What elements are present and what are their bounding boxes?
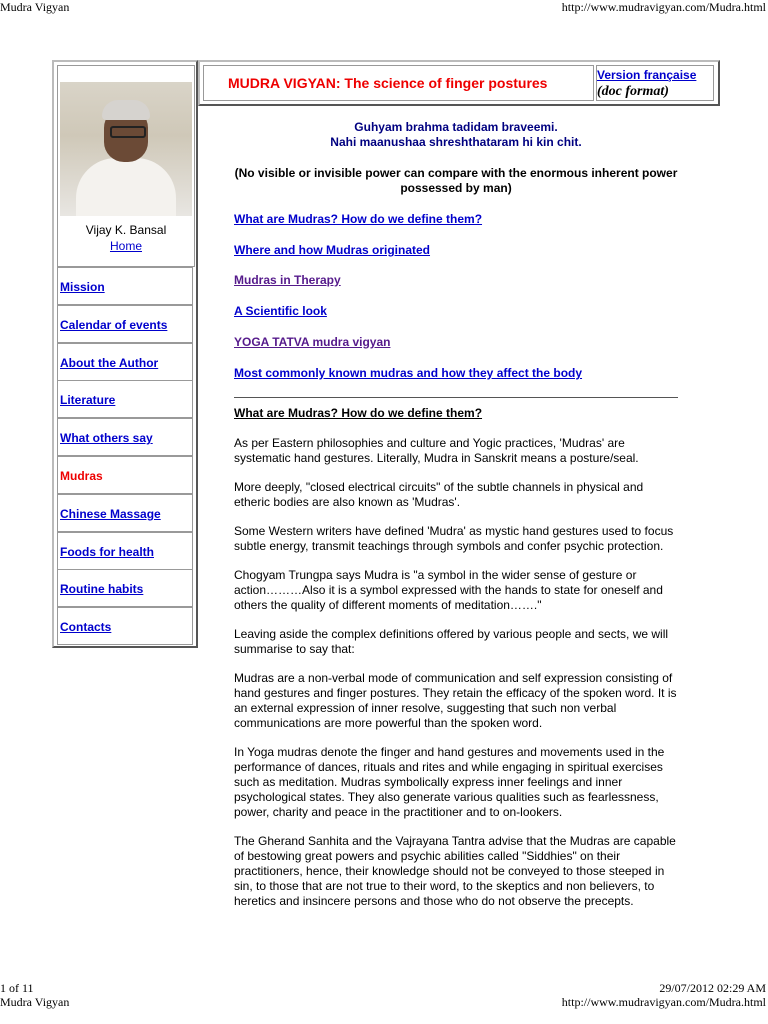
- home-link[interactable]: Home: [109, 239, 142, 253]
- title-bar: [198, 60, 720, 106]
- body-text: [234, 436, 678, 923]
- sidebar-item-what-others-say[interactable]: [57, 418, 193, 456]
- page-title: MUDRA VIGYAN: The science of finger postures: [228, 75, 548, 91]
- paragraph: As per Eastern philosophies and culture and Yogic practices, 'Mudras' are systematic hand gestures. Literally, Mudra in Sanskrit means a posture/seal.: [234, 436, 639, 465]
- paragraph: Leaving aside the complex definitions offered by various people and sects, we will summarise to say that:: [234, 627, 669, 656]
- sidebar-item-label: What others say: [60, 431, 153, 446]
- author-name: Vijay K. Bansal: [85, 223, 167, 237]
- paragraph: The Gherand Sanhita and the Vajrayana Tantra advise that the Mudras are capable of bestowing great powers and psychic abilities called "Siddhies" on their practitioners, hence, their knowledge should not be conveyed to those steeped in sin, to those that are not true to their word, to the skeptics and non believers, to heretics and insincere persons and those who do not observe the precepts.: [234, 834, 676, 908]
- sidebar-item-about-the-author[interactable]: [57, 343, 193, 381]
- toc-link-origin[interactable]: Where and how Mudras originated: [234, 243, 431, 257]
- paragraph: More deeply, "closed electrical circuits" of the subtle channels in physical and etheric bodies are also known as 'Mudras'.: [234, 480, 644, 509]
- toc-link-common-mudras[interactable]: Most commonly known mudras and how they affect the body: [234, 366, 583, 380]
- title-cell: [203, 65, 594, 101]
- paragraph: Some Western writers have defined 'Mudra' as mystic hand gestures used to focus subtle energy, transmit teachings through symbols and confer psychic protection.: [234, 524, 674, 553]
- sidebar: [52, 60, 198, 648]
- sidebar-item-label: Calendar of events: [60, 317, 168, 332]
- print-header-title: Mudra Vigyan: [0, 0, 70, 14]
- sanskrit-verse: [234, 120, 678, 150]
- sidebar-item-mudras[interactable]: [57, 456, 193, 494]
- print-footer-title: Mudra Vigyan: [0, 995, 70, 1009]
- toc-link-scientific[interactable]: A Scientific look: [234, 304, 327, 318]
- toc-link-define[interactable]: What are Mudras? How do we define them?: [234, 212, 483, 226]
- section-divider: [234, 397, 678, 398]
- sidebar-item-label: Mudras: [60, 469, 103, 483]
- sidebar-item-label: Routine habits: [60, 582, 144, 597]
- paragraph: Mudras are a non-verbal mode of communication and self expression consisting of hand gestures and finger postures. They retain the efficacy of the spoken word. It is an external expression of inner resolve, suggesting that such non verbal communications are more powerful than the spoken word.: [234, 671, 677, 730]
- sidebar-item-chinese-massage[interactable]: [57, 494, 193, 532]
- sidebar-item-calendar-of-events[interactable]: [57, 305, 193, 343]
- sidebar-item-label: Mission: [60, 280, 105, 294]
- author-photo: [60, 82, 192, 216]
- sidebar-item-label: About the Author: [60, 355, 159, 370]
- paragraph: Chogyam Trungpa says Mudra is "a symbol in the wider sense of gesture or action………Also it is a symbol expressed with the hands to state for oneself and others the quality of different moments of meditation…….": [234, 568, 663, 612]
- verse-translation: (No visible or invisible power can compare with the enormous inherent power possessed by man): [234, 166, 678, 195]
- doc-format-label: (doc format): [597, 84, 669, 99]
- print-footer-url: http://www.mudravigyan.com/Mudra.html: [561, 995, 766, 1009]
- toc-link-therapy[interactable]: Mudras in Therapy: [234, 273, 341, 287]
- print-footer-datetime: 29/07/2012 02:29 AM: [659, 981, 766, 995]
- print-footer-page: 1 of 11: [0, 981, 34, 995]
- section-heading: What are Mudras? How do we define them?: [234, 406, 483, 420]
- sidebar-item-literature[interactable]: [57, 380, 193, 418]
- sidebar-item-label: Contacts: [60, 620, 112, 635]
- sanskrit-line-1: Guhyam brahma tadidam braveemi.: [354, 120, 558, 134]
- sidebar-item-label: Foods for health: [60, 544, 154, 559]
- french-version-link[interactable]: Version française: [597, 68, 697, 82]
- sanskrit-line-2: Nahi maanushaa shreshthataram hi kin chit.: [330, 135, 582, 149]
- sidebar-item-foods-for-health[interactable]: [57, 532, 193, 570]
- sidebar-item-mission[interactable]: [57, 267, 193, 305]
- sidebar-item-label: Chinese Massage: [60, 506, 161, 521]
- sidebar-item-contacts[interactable]: [57, 607, 193, 645]
- version-cell: [596, 65, 714, 101]
- print-header-url: http://www.mudravigyan.com/Mudra.html: [561, 0, 766, 14]
- author-card: [57, 65, 195, 267]
- toc-link-yoga-tatva[interactable]: YOGA TATVA mudra vigyan: [234, 335, 391, 349]
- sidebar-item-routine-habits[interactable]: [57, 569, 193, 607]
- paragraph: In Yoga mudras denote the finger and hand gestures and movements used in the performance of dances, rituals and rites and while engaging in spiritual exercises such as meditation. Mudras symbolically express inner feelings and inner psychological states. They also generate various qualities such as fearlessness, power, charity and peace in the practitioner and to on-lookers.: [234, 745, 665, 819]
- sidebar-item-label: Literature: [60, 393, 116, 408]
